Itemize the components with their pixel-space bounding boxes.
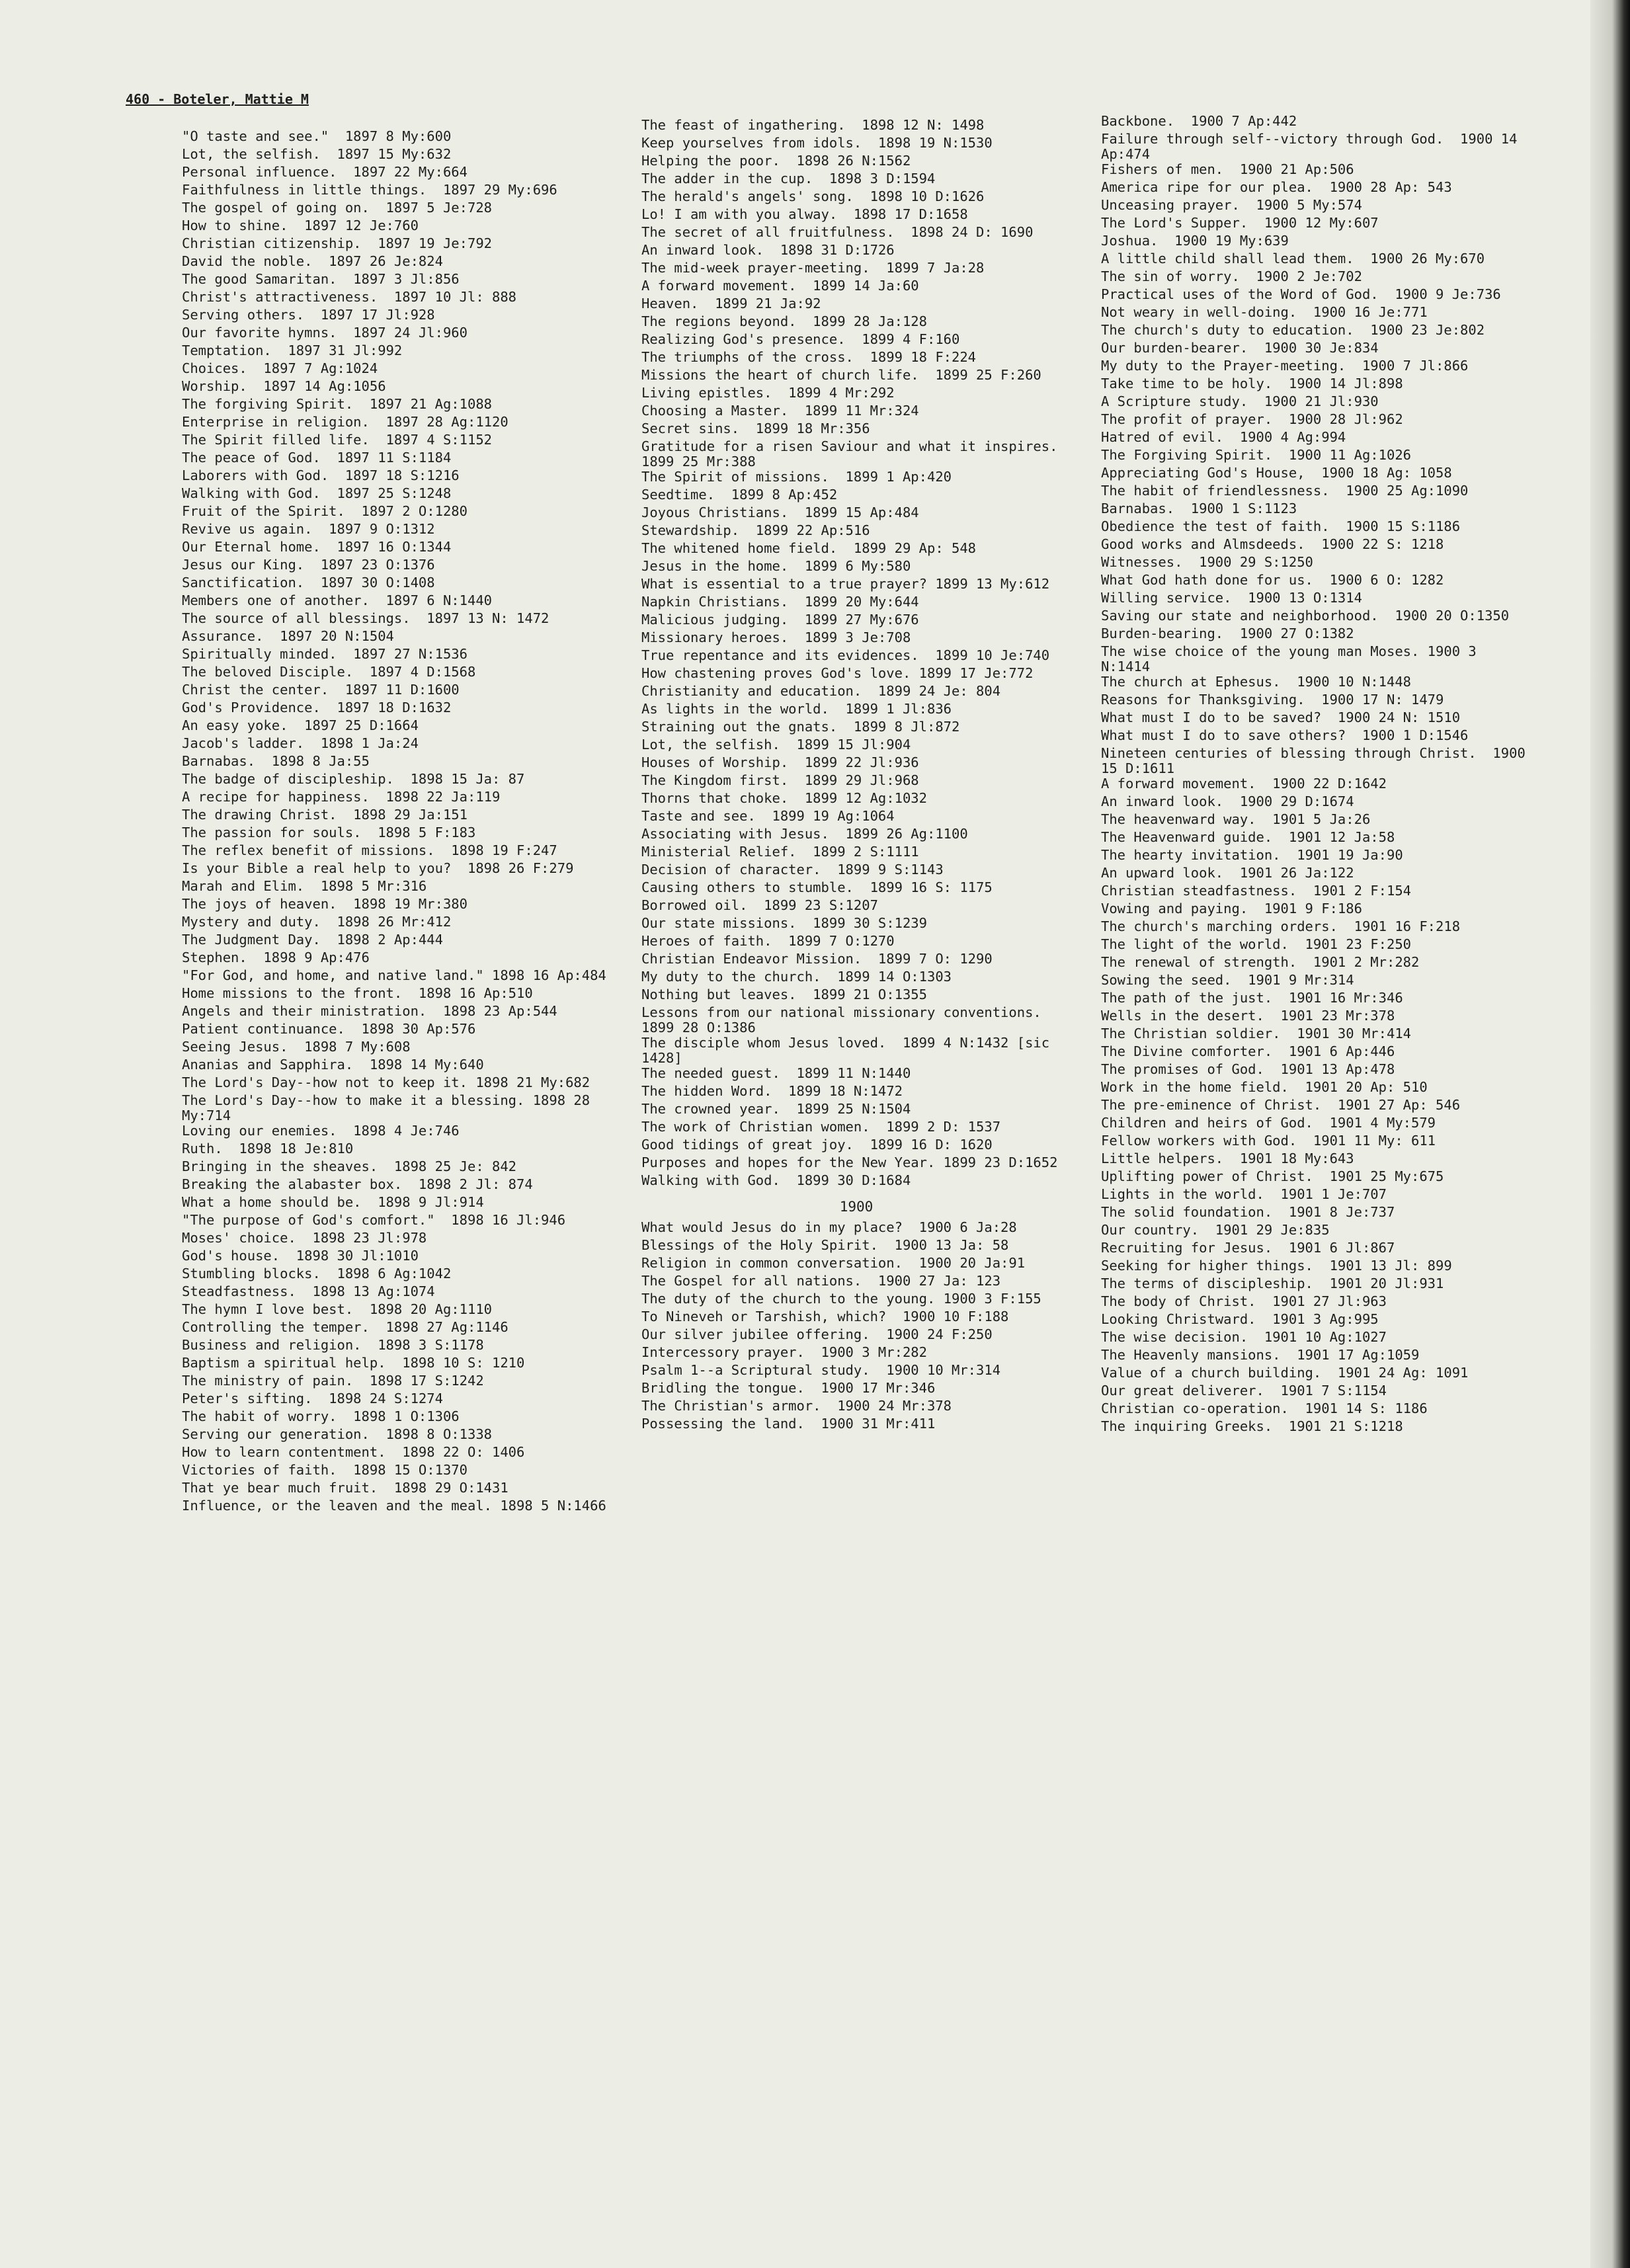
index-entry: The gospel of going on. 1897 5 Je:728 [182,200,492,216]
index-entry: The Judgment Day. 1898 2 Ap:444 [182,932,443,948]
index-entry: Decision of character. 1899 9 S:1143 [641,862,944,877]
index-entry: Steadfastness. 1898 13 Ag:1074 [182,1283,435,1299]
index-entry: Walking with God. 1899 30 D:1684 [641,1172,911,1188]
index-entry: Recruiting for Jesus. 1901 6 Jl:867 [1101,1240,1395,1256]
index-entry: As lights in the world. 1899 1 Jl:836 [641,701,952,717]
index-entry: Little helpers. 1901 18 My:643 [1101,1151,1354,1166]
index-entry: What must I do to save others? 1900 1 D:1546 [1101,727,1469,743]
index-entry: Religion in common conversation. 1900 20 Ja:91 [641,1255,1026,1271]
index-entry: My duty to the Prayer-meeting. 1900 7 Jl:866 [1101,358,1469,374]
index-entry: The Lord's Supper. 1900 12 My:607 [1101,215,1379,231]
index-entry: The Christian's armor. 1900 24 Mr:378 [641,1398,952,1414]
index-entry: The wise choice of the young man Moses. 1900 3 N:1414 [1101,643,1485,674]
index-entry: Reasons for Thanksgiving. 1900 17 N: 1479 [1101,692,1444,708]
index-entry: Patient continuance. 1898 30 Ap:576 [182,1021,476,1037]
index-entry: Members one of another. 1897 6 N:1440 [182,592,492,608]
index-entry: Straining out the gnats. 1899 8 Jl:872 [641,719,960,735]
index-entry: That ye bear much fruit. 1898 29 O:1431 [182,1480,509,1496]
index-entry: Jesus our King. 1897 23 O:1376 [182,557,435,573]
index-entry: The Spirit of missions. 1899 1 Ap:420 [641,469,952,485]
index-entry: Mystery and duty. 1898 26 Mr:412 [182,914,452,930]
index-entry: Fellow workers with God. 1901 11 My: 611 [1101,1133,1436,1149]
index-entry: Purposes and hopes for the New Year. 1899 23 D:1652 [641,1154,1058,1170]
index-entry: The herald's angels' song. 1898 10 D:1626 [641,188,985,204]
index-entry: Sanctification. 1897 30 O:1408 [182,575,435,590]
index-entry: Blessings of the Holy Spirit. 1900 13 Ja: 58 [641,1237,1009,1253]
index-entry: Helping the poor. 1898 26 N:1562 [641,153,911,169]
index-entry: Borrowed oil. 1899 23 S:1207 [641,897,878,913]
index-entry: The Divine comforter. 1901 6 Ap:446 [1101,1043,1395,1059]
index-entry: Christian citizenship. 1897 19 Je:792 [182,235,492,251]
index-entry: The Lord's Day--how not to keep it. 1898 21 My:682 [182,1074,591,1090]
index-entry: Temptation. 1897 31 Jl:992 [182,343,403,358]
index-entry: The triumphs of the cross. 1899 18 F:224 [641,349,977,365]
index-entry: Is your Bible a real help to you? 1898 26 F:279 [182,860,574,876]
index-entry: The feast of ingathering. 1898 12 N: 1498 [641,117,985,133]
index-entry: Not weary in well-doing. 1900 16 Je:771 [1101,304,1428,320]
index-entry: The hymn I love best. 1898 20 Ag:1110 [182,1301,492,1317]
index-entry: The Lord's Day--how to make it a blessing. 1898 28 My:714 [182,1092,598,1123]
index-entry: The solid foundation. 1901 8 Je:737 [1101,1204,1395,1220]
index-entry: Willing service. 1900 13 O:1314 [1101,590,1362,606]
index-entry: The sin of worry. 1900 2 Je:702 [1101,268,1362,284]
index-entry: Our great deliverer. 1901 7 S:1154 [1101,1383,1387,1398]
index-entry: The Forgiving Spirit. 1900 11 Ag:1026 [1101,447,1411,463]
index-entry: Moses' choice. 1898 23 Jl:978 [182,1230,427,1246]
index-entry: Lot, the selfish. 1899 15 Jl:904 [641,737,911,752]
index-entry: The light of the world. 1901 23 F:250 [1101,936,1411,952]
index-entry: "O taste and see." 1897 8 My:600 [182,128,452,144]
index-entry: Angels and their ministration. 1898 23 Ap:544 [182,1003,557,1019]
index-entry: The wise decision. 1901 10 Ag:1027 [1101,1329,1387,1345]
index-entry: Our country. 1901 29 Je:835 [1101,1222,1330,1238]
index-entry: Missions the heart of church life. 1899 25 F:260 [641,367,1041,383]
index-entry: Walking with God. 1897 25 S:1248 [182,485,452,501]
index-entry: Breaking the alabaster box. 1898 2 Jl: 874 [182,1176,533,1192]
index-entry: Worship. 1897 14 Ag:1056 [182,378,386,394]
index-entry: Living epistles. 1899 4 Mr:292 [641,385,895,401]
index-entry: Missionary heroes. 1899 3 Je:708 [641,629,911,645]
index-entry: Enterprise in religion. 1897 28 Ag:1120 [182,414,509,430]
index-entry: What must I do to be saved? 1900 24 N: 1510 [1101,709,1461,725]
index-entry: The beloved Disciple. 1897 4 D:1568 [182,664,476,680]
index-entry: Nineteen centuries of blessing through Christ. 1900 15 D:1611 [1101,745,1534,776]
index-entry: Christian co-operation. 1901 14 S: 1186 [1101,1400,1428,1416]
index-entry: The pre-eminence of Christ. 1901 27 Ap: 546 [1101,1097,1461,1113]
index-entry: Possessing the land. 1900 31 Mr:411 [641,1416,936,1432]
index-entry: An upward look. 1901 26 Ja:122 [1101,865,1354,881]
index-entry: Stewardship. 1899 22 Ap:516 [641,522,870,538]
index-entry: How chastening proves God's love. 1899 17 Je:772 [641,665,1034,681]
index-entry: Psalm 1--a Scriptural study. 1900 10 Mr:314 [641,1362,1001,1378]
index-entry: An inward look. 1900 29 D:1674 [1101,793,1354,809]
index-entry: Home missions to the front. 1898 16 Ap:510 [182,985,533,1001]
index-entry: Fruit of the Spirit. 1897 2 O:1280 [182,503,468,519]
index-entry: The path of the just. 1901 16 Mr:346 [1101,990,1403,1006]
index-entry: Secret sins. 1899 18 Mr:356 [641,421,870,436]
index-entry: The disciple whom Jesus loved. 1899 4 N:1432 [sic 1428] [641,1035,1058,1066]
index-entry: A Scripture study. 1900 21 Jl:930 [1101,393,1379,409]
index-entry: The hearty invitation. 1901 19 Ja:90 [1101,847,1403,863]
index-entry: Causing others to stumble. 1899 16 S: 1175 [641,879,993,895]
index-entry: The Christian soldier. 1901 30 Mr:414 [1101,1026,1411,1041]
index-entry: Marah and Elim. 1898 5 Mr:316 [182,878,427,894]
index-entry: What is essential to a true prayer? 1899 13 My:612 [641,576,1050,592]
index-entry: Loving our enemies. 1898 4 Je:746 [182,1123,460,1139]
index-entry: Personal influence. 1897 22 My:664 [182,164,468,180]
index-column-1 [182,129,612,1516]
index-entry: Practical uses of the Word of God. 1900 9 Je:736 [1101,286,1501,302]
index-entry: Saving our state and neighborhood. 1900 20 O:1350 [1101,608,1510,624]
index-entry: Intercessory prayer. 1900 3 Mr:282 [641,1344,927,1360]
index-entry: Witnesses. 1900 29 S:1250 [1101,554,1313,570]
index-entry: Lo! I am with you alway. 1898 17 D:1658 [641,206,968,222]
index-entry: Hatred of evil. 1900 4 Ag:994 [1101,429,1346,445]
index-entry: A forward movement. 1900 22 D:1642 [1101,776,1387,791]
index-entry: Napkin Christians. 1899 20 My:644 [641,594,919,610]
index-entry: Serving others. 1897 17 Jl:928 [182,307,435,323]
index-entry: The joys of heaven. 1898 19 Mr:380 [182,896,468,912]
index-entry: Spiritually minded. 1897 27 N:1536 [182,646,468,662]
index-entry: God's Providence. 1897 18 D:1632 [182,700,452,715]
index-entry: Taste and see. 1899 19 Ag:1064 [641,808,895,824]
index-entry: Failure through self--victory through God. 1900 14 Ap:474 [1101,131,1526,162]
index-entry: The passion for souls. 1898 5 F:183 [182,825,476,840]
index-entry: Assurance. 1897 20 N:1504 [182,628,394,644]
index-entry: Influence, or the leaven and the meal. 1898 5 N:1466 [182,1498,606,1514]
index-entry: The hidden Word. 1899 18 N:1472 [641,1083,903,1099]
index-entry: Ananias and Sapphira. 1898 14 My:640 [182,1057,484,1073]
index-entry: God's house. 1898 30 Jl:1010 [182,1248,419,1264]
index-entry: Looking Christward. 1901 3 Ag:995 [1101,1311,1379,1327]
index-entry: The drawing Christ. 1898 29 Ja:151 [182,807,468,823]
index-entry: Vowing and paying. 1901 9 F:186 [1101,901,1362,916]
index-entry: Lights in the world. 1901 1 Je:707 [1101,1186,1387,1202]
index-entry: Backbone. 1900 7 Ap:442 [1101,113,1297,129]
index-entry: Stumbling blocks. 1898 6 Ag:1042 [182,1266,452,1281]
index-entry: Associating with Jesus. 1899 26 Ag:1100 [641,826,968,842]
index-entry: The badge of discipleship. 1898 15 Ja: 87 [182,771,525,787]
index-entry: The good Samaritan. 1897 3 Jl:856 [182,271,460,287]
index-entry: An easy yoke. 1897 25 D:1664 [182,717,419,733]
index-entry: The mid-week prayer-meeting. 1899 7 Ja:28 [641,260,985,276]
index-entry: Revive us again. 1897 9 O:1312 [182,521,435,537]
index-entry: A little child shall lead them. 1900 26 My:670 [1101,251,1485,266]
index-entry: What would Jesus do in my place? 1900 6 Ja:28 [641,1219,1017,1235]
index-entry: The inquiring Greeks. 1901 21 S:1218 [1101,1418,1403,1434]
index-entry: Wells in the desert. 1901 23 Mr:378 [1101,1008,1395,1024]
index-entry: Good tidings of great joy. 1899 16 D: 1620 [641,1137,993,1153]
index-entry: The body of Christ. 1901 27 Jl:963 [1101,1293,1387,1309]
index-entry: The church's duty to education. 1900 23 Je:802 [1101,322,1485,338]
index-entry: The ministry of pain. 1898 17 S:1242 [182,1373,484,1389]
index-entry: Barnabas. 1900 1 S:1123 [1101,501,1297,516]
page-edge-shadow [1590,0,1630,2268]
year-heading: 1900 [839,1199,874,1215]
index-entry: Thorns that choke. 1899 12 Ag:1032 [641,790,927,806]
index-entry: The source of all blessings. 1897 13 N: 1472 [182,610,550,626]
index-entry: Gratitude for a risen Saviour and what it inspires. 1899 25 Mr:388 [641,438,1075,469]
index-entry: What a home should be. 1898 9 Jl:914 [182,1194,484,1210]
index-entry: "The purpose of God's comfort." 1898 16 Jl:946 [182,1212,566,1228]
index-entry: Heaven. 1899 21 Ja:92 [641,296,821,311]
index-entry: The Kingdom first. 1899 29 Jl:968 [641,772,919,788]
index-entry: The crowned year. 1899 25 N:1504 [641,1101,911,1117]
index-entry: Controlling the temper. 1898 27 Ag:1146 [182,1319,509,1335]
index-entry: Ruth. 1898 18 Je:810 [182,1141,354,1156]
index-entry: Christ's attractiveness. 1897 10 Jl: 888 [182,289,517,305]
index-entry: Serving our generation. 1898 8 O:1338 [182,1426,492,1442]
index-entry: The Gospel for all nations. 1900 27 Ja: 123 [641,1273,1001,1289]
index-entry: Choosing a Master. 1899 11 Mr:324 [641,403,919,419]
index-entry: Our silver jubilee offering. 1900 24 F:250 [641,1326,993,1342]
index-entry: The church's marching orders. 1901 16 F:218 [1101,918,1461,934]
index-entry: Malicious judging. 1899 27 My:676 [641,612,919,628]
index-entry: Christian steadfastness. 1901 2 F:154 [1101,883,1411,899]
index-entry: Heroes of faith. 1899 7 O:1270 [641,933,895,949]
index-entry: Joshua. 1900 19 My:639 [1101,233,1289,249]
index-entry: Seeking for higher things. 1901 13 Jl: 899 [1101,1258,1452,1274]
page-header: 460 - Boteler, Mattie M [126,91,309,107]
index-entry: Our favorite hymns. 1897 24 Jl:960 [182,325,468,341]
index-entry: Unceasing prayer. 1900 5 My:574 [1101,197,1362,213]
index-entry: The Heavenward guide. 1901 12 Ja:58 [1101,829,1395,845]
index-entry: Peter's sifting. 1898 24 S:1274 [182,1391,443,1406]
index-entry: Good works and Almsdeeds. 1900 22 S: 1218 [1101,536,1444,552]
index-entry: The heavenward way. 1901 5 Ja:26 [1101,811,1371,827]
index-entry: The Heavenly mansions. 1901 17 Ag:1059 [1101,1347,1420,1363]
index-entry: The promises of God. 1901 13 Ap:478 [1101,1061,1395,1077]
index-entry: The peace of God. 1897 11 S:1184 [182,450,452,466]
index-entry: Jesus in the home. 1899 6 My:580 [641,558,911,574]
index-entry: Stephen. 1898 9 Ap:476 [182,950,370,965]
index-entry: The habit of worry. 1898 1 O:1306 [182,1408,460,1424]
index-entry: Keep yourselves from idols. 1898 19 N:1530 [641,135,993,151]
index-entry: Our burden-bearer. 1900 30 Je:834 [1101,340,1379,356]
index-entry: Sowing the seed. 1901 9 Mr:314 [1101,972,1354,988]
index-entry: Baptism a spiritual help. 1898 10 S: 1210 [182,1355,525,1371]
index-entry: Bridling the tongue. 1900 17 Mr:346 [641,1380,936,1396]
index-entry: The secret of all fruitfulness. 1898 24 D: 1690 [641,224,1034,240]
index-entry: The adder in the cup. 1898 3 D:1594 [641,171,936,186]
index-entry: Fishers of men. 1900 21 Ap:506 [1101,161,1354,177]
index-entry: Bringing in the sheaves. 1898 25 Je: 842 [182,1158,517,1174]
index-entry: My duty to the church. 1899 14 O:1303 [641,969,952,985]
index-entry: The renewal of strength. 1901 2 Mr:282 [1101,954,1420,970]
index-entry: Ministerial Relief. 1899 2 S:1111 [641,844,919,860]
index-entry: Faithfulness in little things. 1897 29 My:696 [182,182,557,198]
index-entry: Realizing God's presence. 1899 4 F:160 [641,331,960,347]
index-entry: The terms of discipleship. 1901 20 Jl:931 [1101,1276,1444,1291]
index-entry: The regions beyond. 1899 28 Ja:128 [641,313,927,329]
index-entry: "For God, and home, and native land." 1898 16 Ap:484 [182,967,606,983]
index-entry: Burden-bearing. 1900 27 O:1382 [1101,626,1354,641]
index-entry: David the noble. 1897 26 Je:824 [182,253,443,269]
index-entry: The profit of prayer. 1900 28 Jl:962 [1101,411,1403,427]
index-entry: A forward movement. 1899 14 Ja:60 [641,278,919,294]
index-column-3 [1101,113,1534,1437]
index-entry: The work of Christian women. 1899 2 D: 1537 [641,1119,1001,1135]
index-entry: Appreciating God's House, 1900 18 Ag: 1058 [1101,465,1452,481]
index-entry: Take time to be holy. 1900 14 Jl:898 [1101,376,1403,391]
index-entry: A recipe for happiness. 1898 22 Ja:119 [182,789,501,805]
index-entry: Seedtime. 1899 8 Ap:452 [641,487,838,503]
index-entry: Work in the home field. 1901 20 Ap: 510 [1101,1079,1428,1095]
index-entry: The whitened home field. 1899 29 Ap: 548 [641,540,977,556]
index-entry: Children and heirs of God. 1901 4 My:579 [1101,1115,1436,1131]
index-entry: Christ the center. 1897 11 D:1600 [182,682,460,698]
index-entry: Christianity and education. 1899 24 Je: 804 [641,683,1001,699]
index-entry: The forgiving Spirit. 1897 21 Ag:1088 [182,396,492,412]
index-entry: America ripe for our plea. 1900 28 Ap: 543 [1101,179,1452,195]
index-entry: The church at Ephesus. 1900 10 N:1448 [1101,674,1411,690]
index-entry: Jacob's ladder. 1898 1 Ja:24 [182,735,419,751]
index-entry: Houses of Worship. 1899 22 Jl:936 [641,754,919,770]
index-entry: An inward look. 1898 31 D:1726 [641,242,895,258]
index-entry: Nothing but leaves. 1899 21 O:1355 [641,987,927,1002]
index-entry: The habit of friendlessness. 1900 25 Ag:1090 [1101,483,1469,499]
index-entry: Our Eternal home. 1897 16 O:1344 [182,539,452,555]
index-column-2 [641,117,1075,1434]
index-entry: Business and religion. 1898 3 S:1178 [182,1337,484,1353]
index-entry: How to learn contentment. 1898 22 O: 1406 [182,1444,525,1460]
index-entry: To Nineveh or Tarshish, which? 1900 10 F:188 [641,1309,1009,1324]
index-entry: True repentance and its evidences. 1899 10 Je:740 [641,647,1050,663]
index-entry: Joyous Christians. 1899 15 Ap:484 [641,505,919,520]
index-entry: Victories of faith. 1898 15 O:1370 [182,1462,468,1478]
index-entry: Lot, the selfish. 1897 15 My:632 [182,146,452,162]
index-entry: Obedience the test of faith. 1900 15 S:1186 [1101,518,1461,534]
index-entry: Choices. 1897 7 Ag:1024 [182,360,378,376]
index-entry: What God hath done for us. 1900 6 O: 1282 [1101,572,1444,588]
index-entry: Our state missions. 1899 30 S:1239 [641,915,927,931]
index-entry: Uplifting power of Christ. 1901 25 My:675 [1101,1168,1444,1184]
index-entry: Value of a church building. 1901 24 Ag: 1091 [1101,1365,1469,1381]
index-entry: The duty of the church to the young. 1900 3 F:155 [641,1291,1041,1307]
index-entry: Lessons from our national missionary conventions. 1899 28 O:1386 [641,1004,1058,1035]
index-entry: The needed guest. 1899 11 N:1440 [641,1065,911,1081]
index-entry: Barnabas. 1898 8 Ja:55 [182,753,370,769]
index-entry: The reflex benefit of missions. 1898 19 F:247 [182,842,557,858]
index-entry: Seeing Jesus. 1898 7 My:608 [182,1039,411,1055]
index-entry: Laborers with God. 1897 18 S:1216 [182,467,460,483]
index-entry: How to shine. 1897 12 Je:760 [182,218,419,233]
index-entry: Christian Endeavor Mission. 1899 7 O: 1290 [641,951,993,967]
index-entry: The Spirit filled life. 1897 4 S:1152 [182,432,492,448]
